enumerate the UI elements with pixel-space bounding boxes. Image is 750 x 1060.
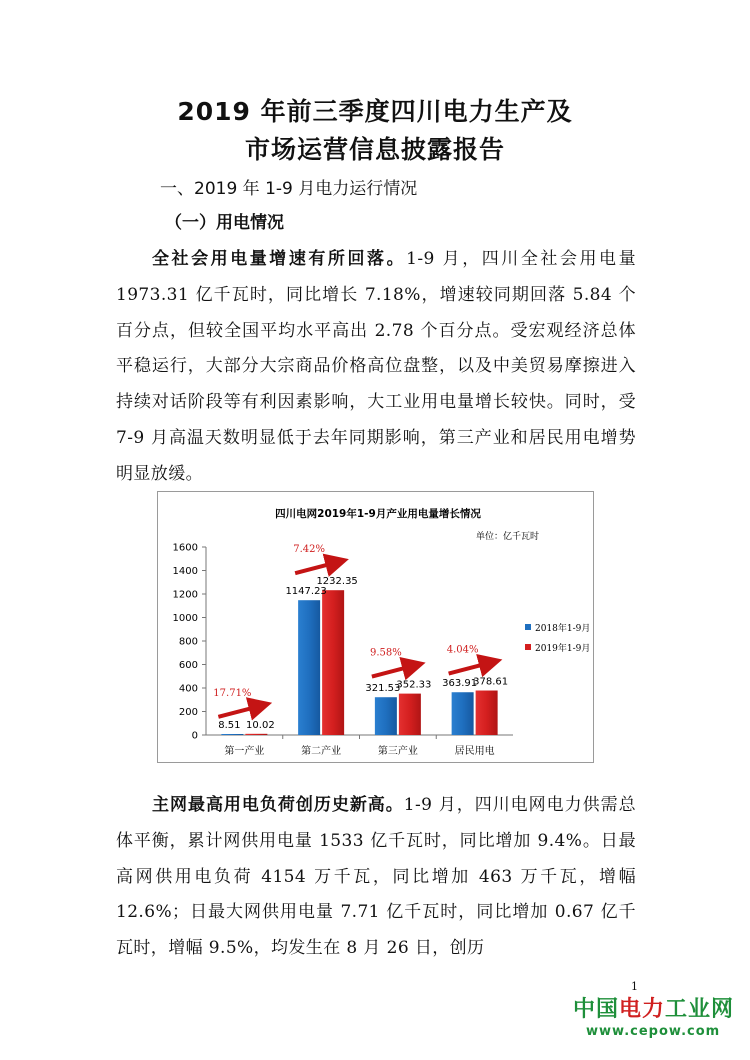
paragraph-1 <box>116 242 636 493</box>
legend-label-2018: 2018年1-9月 <box>535 624 591 634</box>
growth-label: 7.42% <box>293 544 326 556</box>
x-category-label: 居民用电 <box>454 746 495 757</box>
doc-title-line2: 市场运营信息披露报告 <box>244 135 505 164</box>
bar-2019 <box>322 590 344 735</box>
y-tick-label: 800 <box>178 636 198 648</box>
y-tick-label: 1000 <box>172 613 198 624</box>
value-label-2018: 321.53 <box>365 683 401 695</box>
value-label-2019: 378.61 <box>473 676 509 688</box>
bar-2019 <box>245 734 267 735</box>
y-tick-label: 1600 <box>172 542 198 554</box>
bar-2019 <box>399 694 421 735</box>
bar-2019 <box>476 691 498 735</box>
y-tick-label: 400 <box>178 683 198 695</box>
chart-title: 四川电网2019年1-9月产业用电量增长情况 <box>275 508 481 520</box>
value-label-2019: 10.02 <box>246 719 275 731</box>
paragraph-2-lead: 主网最高用电负荷创历史新高。 <box>152 795 404 815</box>
growth-label: 4.04% <box>446 644 479 656</box>
paragraph-1-lead: 全社会用电量增速有所回落。 <box>152 249 407 269</box>
value-label-2018: 363.91 <box>442 678 478 690</box>
bar-chart <box>157 491 594 763</box>
bar-2018 <box>221 734 243 735</box>
logo-text-2: 电力 <box>619 997 666 1022</box>
y-tick-label: 200 <box>178 707 198 718</box>
legend-swatch-2018 <box>525 624 531 630</box>
legend-label-2019: 2019年1-9月 <box>535 644 591 654</box>
section-heading: 一、2019 年 1-9 月电力运行情况 <box>160 179 418 199</box>
growth-label: 9.58% <box>369 647 402 659</box>
bar-2018 <box>375 697 397 735</box>
bar-2018 <box>298 600 320 735</box>
logo-text-3: 工业网 <box>665 997 735 1022</box>
growth-label: 17.71% <box>213 687 252 699</box>
value-label-2019: 1232.35 <box>316 576 358 588</box>
value-label-2019: 352.33 <box>396 679 432 691</box>
logo-text-1: 中国 <box>573 997 620 1022</box>
doc-title-line1: 2019 年前三季度四川电力生产及 <box>177 97 573 126</box>
paragraph-1-body: 1-9 月，四川全社会用电量 1973.31 亿千瓦时，同比增长 7.18%，增速较同期回落 5.84 个百分点，但较全国平均水平高出 2.78 个百分点。受宏观经济总体平稳运行，大部分大宗商品价格高位盘整，以及中美贸易摩擦进入持续对话阶段等有利因素影响，大工业用电量增长较快。同时，受 7-9 月高温天数明显低于去年同期影响，第三产业和居民用电增势明显放缓。 <box>116 249 636 484</box>
y-tick-label: 600 <box>178 660 198 671</box>
y-tick-label: 0 <box>191 730 198 742</box>
site-url: www.cepow.com <box>586 1024 721 1039</box>
subsection-heading: （一）用电情况 <box>165 213 284 233</box>
x-category-label: 第一产业 <box>224 746 265 757</box>
chart-unit: 单位：亿千瓦时 <box>476 532 540 542</box>
growth-arrow <box>372 665 418 677</box>
bar-2018 <box>452 692 474 735</box>
legend-swatch-2019 <box>525 644 531 650</box>
y-tick-label: 1200 <box>172 589 198 601</box>
y-tick-label: 1400 <box>172 566 198 577</box>
x-category-label: 第二产业 <box>301 746 342 757</box>
page-number: 1 <box>631 980 638 993</box>
paragraph-2 <box>116 788 636 967</box>
x-category-label: 第三产业 <box>377 746 418 757</box>
value-label-2018: 1147.23 <box>285 586 327 598</box>
site-logo <box>573 992 734 1023</box>
paragraph-2-body: 1-9 月，四川电网电力供需总体平衡，累计网供用电量 1533 亿千瓦时，同比增加 9.4%。日最高网供用电负荷 4154 万千瓦，同比增加 463 万千瓦，增幅 12.6%；日最大网供用电量 7.71 亿千瓦时，同比增加 0.67 亿千瓦时，增幅 9.5%，均发生在 8 月 26 日，创历 <box>116 795 636 959</box>
value-label-2018: 8.51 <box>218 720 241 732</box>
chart-svg <box>158 492 593 762</box>
growth-arrow <box>295 561 341 573</box>
growth-arrow <box>218 705 264 717</box>
growth-arrow <box>449 662 495 674</box>
